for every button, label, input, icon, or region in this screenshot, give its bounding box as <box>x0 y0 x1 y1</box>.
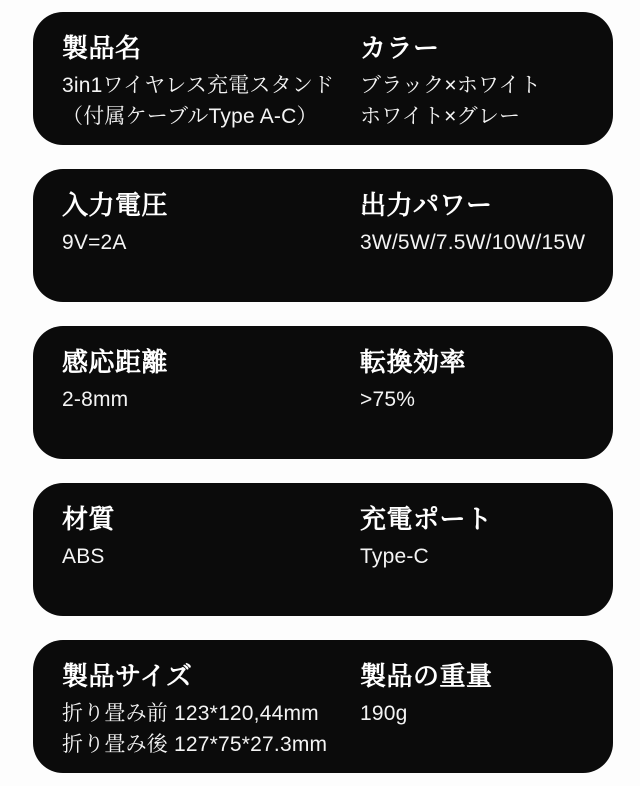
spec-card-size-weight <box>33 640 613 773</box>
spec-value-line: （付属ケーブルType A-C） <box>62 105 318 128</box>
spec-card-voltage-power <box>33 169 613 302</box>
spec-value-line: 190g <box>360 702 408 725</box>
spec-card-distance-efficiency <box>33 326 613 459</box>
spec-label-output-power: 出力パワー <box>360 190 493 220</box>
spec-cell-color <box>360 30 603 132</box>
spec-label-product-size: 製品サイズ <box>62 661 193 691</box>
spec-values-conversion-efficiency <box>360 384 603 415</box>
spec-label-charging-port: 充電ポート <box>360 504 493 534</box>
spec-cell-product-weight <box>360 658 603 760</box>
spec-value-line: 9V=2A <box>62 231 127 254</box>
spec-value-line: 2-8mm <box>62 388 129 411</box>
spec-cell-conversion-efficiency <box>360 344 603 415</box>
spec-label-material: 材質 <box>62 504 116 534</box>
spec-value-line: ブラック×ホワイト <box>360 74 542 97</box>
spec-label-sensing-distance: 感応距離 <box>62 347 169 377</box>
spec-value-line: Type-C <box>360 545 429 568</box>
spec-values-input-voltage <box>62 227 360 258</box>
spec-cell-product-name <box>62 30 360 132</box>
spec-value-line: ホワイト×グレー <box>360 105 521 128</box>
spec-value-line: 3W/5W/7.5W/10W/15W <box>360 231 586 254</box>
spec-value-line: 折り畳み後 127*75*27.3mm <box>62 733 328 756</box>
spec-cell-material <box>62 501 360 572</box>
spec-label-product-weight: 製品の重量 <box>360 661 493 691</box>
spec-values-material <box>62 541 360 572</box>
spec-values-product-size <box>62 698 360 760</box>
spec-values-charging-port <box>360 541 603 572</box>
spec-value-line: >75% <box>360 388 416 411</box>
spec-cell-input-voltage <box>62 187 360 258</box>
spec-card-material-port <box>33 483 613 616</box>
spec-values-product-name <box>62 70 360 132</box>
spec-values-product-weight <box>360 698 603 729</box>
spec-cell-charging-port <box>360 501 603 572</box>
spec-value-line: 折り畳み前 123*120,44mm <box>62 702 319 725</box>
spec-cell-product-size <box>62 658 360 760</box>
spec-card-product-name-color <box>33 12 613 145</box>
spec-values-sensing-distance <box>62 384 360 415</box>
spec-values-color <box>360 70 603 132</box>
spec-label-color: カラー <box>360 33 440 63</box>
spec-value-line: 3in1ワイヤレス充電スタンド <box>62 74 335 97</box>
spec-label-product-name: 製品名 <box>62 33 142 63</box>
spec-value-line: ABS <box>62 545 105 568</box>
spec-values-output-power <box>360 227 603 258</box>
spec-cell-output-power <box>360 187 603 258</box>
spec-label-input-voltage: 入力電圧 <box>62 190 169 220</box>
spec-cell-sensing-distance <box>62 344 360 415</box>
spec-label-conversion-efficiency: 転換効率 <box>360 347 467 377</box>
